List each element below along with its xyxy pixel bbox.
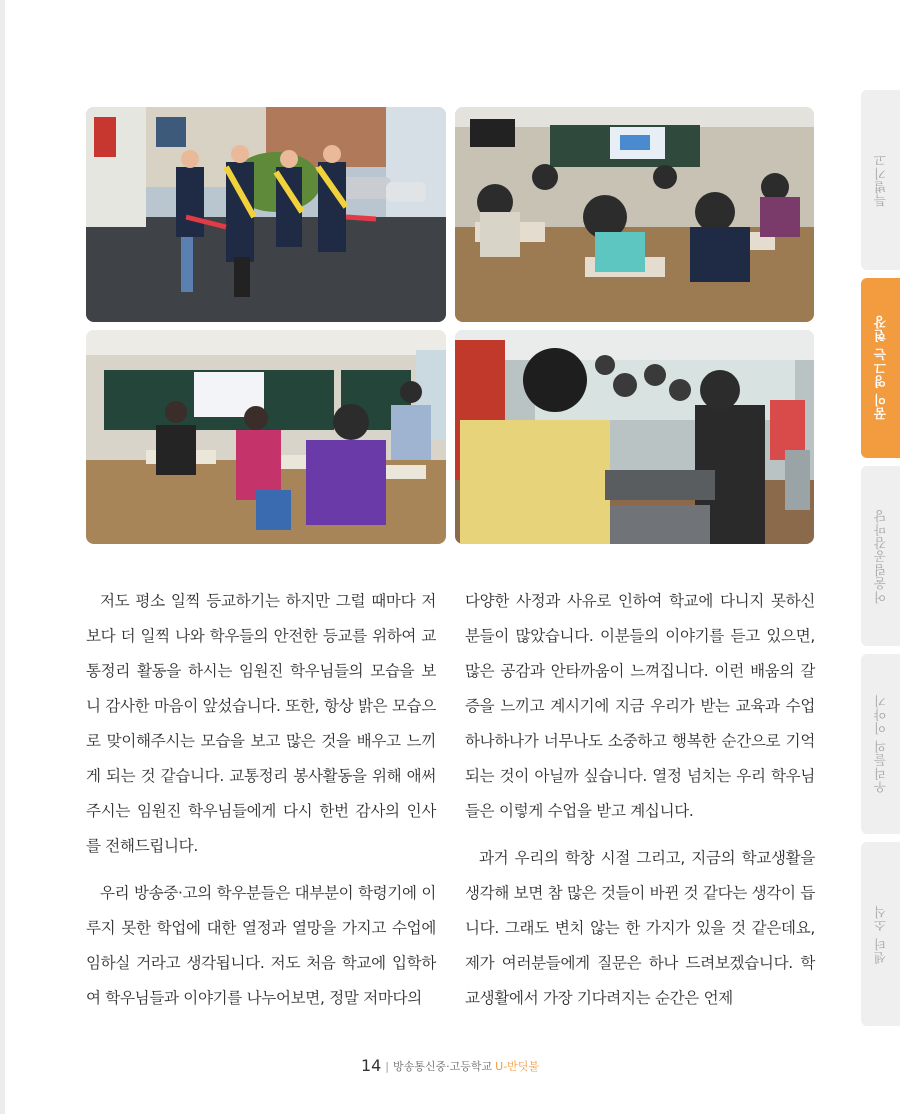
photo-traffic-volunteers bbox=[86, 107, 446, 322]
tab-field-report[interactable] bbox=[861, 278, 900, 458]
article-column-right bbox=[465, 584, 815, 1028]
article-paragraph: 우리 방송중·고의 학우분들은 대부분이 학령기에 이루지 못한 학업에 대한 열정과 열망을 가지고 수업에 임하실 거라고 생각됩니다. 저도 처음 학교에 입학하여 학우님들과 이야기를 나누어보면, 정말 저마다의 bbox=[86, 884, 436, 1007]
tab-community-forum[interactable] bbox=[861, 466, 900, 646]
tab-our-stories[interactable] bbox=[861, 654, 900, 834]
article-paragraph: 다양한 사정과 사유로 인하여 학교에 다니지 못하신 분들이 많았습니다. 이분들의 이야기를 듣고 있으면, 많은 공감과 안타까움이 느껴집니다. 이런 배움의 갈증을 느끼고 계시기에 지금 우리가 받는 교육과 수업 하나하나가 너무나도 소중하고 행복한 순간으로 기억되는 것이 아닐까 싶습니다. 열정 넘치는 우리 학우님들은 이렇게 수업을 받고 계십니다. bbox=[465, 592, 815, 820]
photo-lunch-line bbox=[455, 330, 814, 544]
tab-center-news[interactable] bbox=[861, 842, 900, 1026]
tab-label: 특별기고 bbox=[872, 153, 888, 207]
page-edge bbox=[0, 0, 5, 1114]
footer-divider: | bbox=[385, 1060, 390, 1073]
article-column-left bbox=[86, 584, 436, 1028]
photo-classroom-lesson bbox=[86, 330, 446, 544]
tab-label: 우리들의 이야기 bbox=[872, 694, 888, 794]
article-paragraph: 저도 평소 일찍 등교하기는 하지만 그럴 때마다 저보다 더 일찍 나와 학우들의 안전한 등교를 위하여 교통정리 활동을 하시는 임원진 학우님들의 모습을 보니 감사한 마음이 앞섰습니다. 또한, 항상 밝은 모습으로 맞이해주시는 모습을 보고 많은 것을 배우고 느끼게 되는 것 같습니다. 교통정리 봉사활동을 위해 애써주시는 임원진 학우님들에게 다시 한번 감사의 인사를 전해드립니다. bbox=[86, 592, 436, 855]
article-paragraph: 과거 우리의 학창 시절 그리고, 지금의 학교생활을 생각해 보면 참 많은 것들이 바뀐 것 같다는 생각이 듭니다. 그래도 변치 않는 한 가지가 있을 것 같은데요, 제가 여러분들에게 질문은 하나 드려보겠습니다. 학교생활에서 가장 기다려지는 순간은 언제 bbox=[465, 849, 815, 1007]
tab-special-contribution[interactable] bbox=[861, 90, 900, 270]
page-footer bbox=[0, 1056, 900, 1075]
tab-label: 어울림공감마당 bbox=[872, 508, 888, 604]
photo-classroom-back bbox=[455, 107, 814, 322]
page-number: 14 bbox=[360, 1056, 382, 1075]
footer-brand: U-반딧불 bbox=[495, 1060, 540, 1073]
footer-school-name: 방송통신중·고등학교 bbox=[393, 1060, 493, 1073]
tab-label: 꿈이 영그는 현장 bbox=[872, 315, 888, 421]
tab-label: 센터 소식 bbox=[872, 904, 888, 964]
